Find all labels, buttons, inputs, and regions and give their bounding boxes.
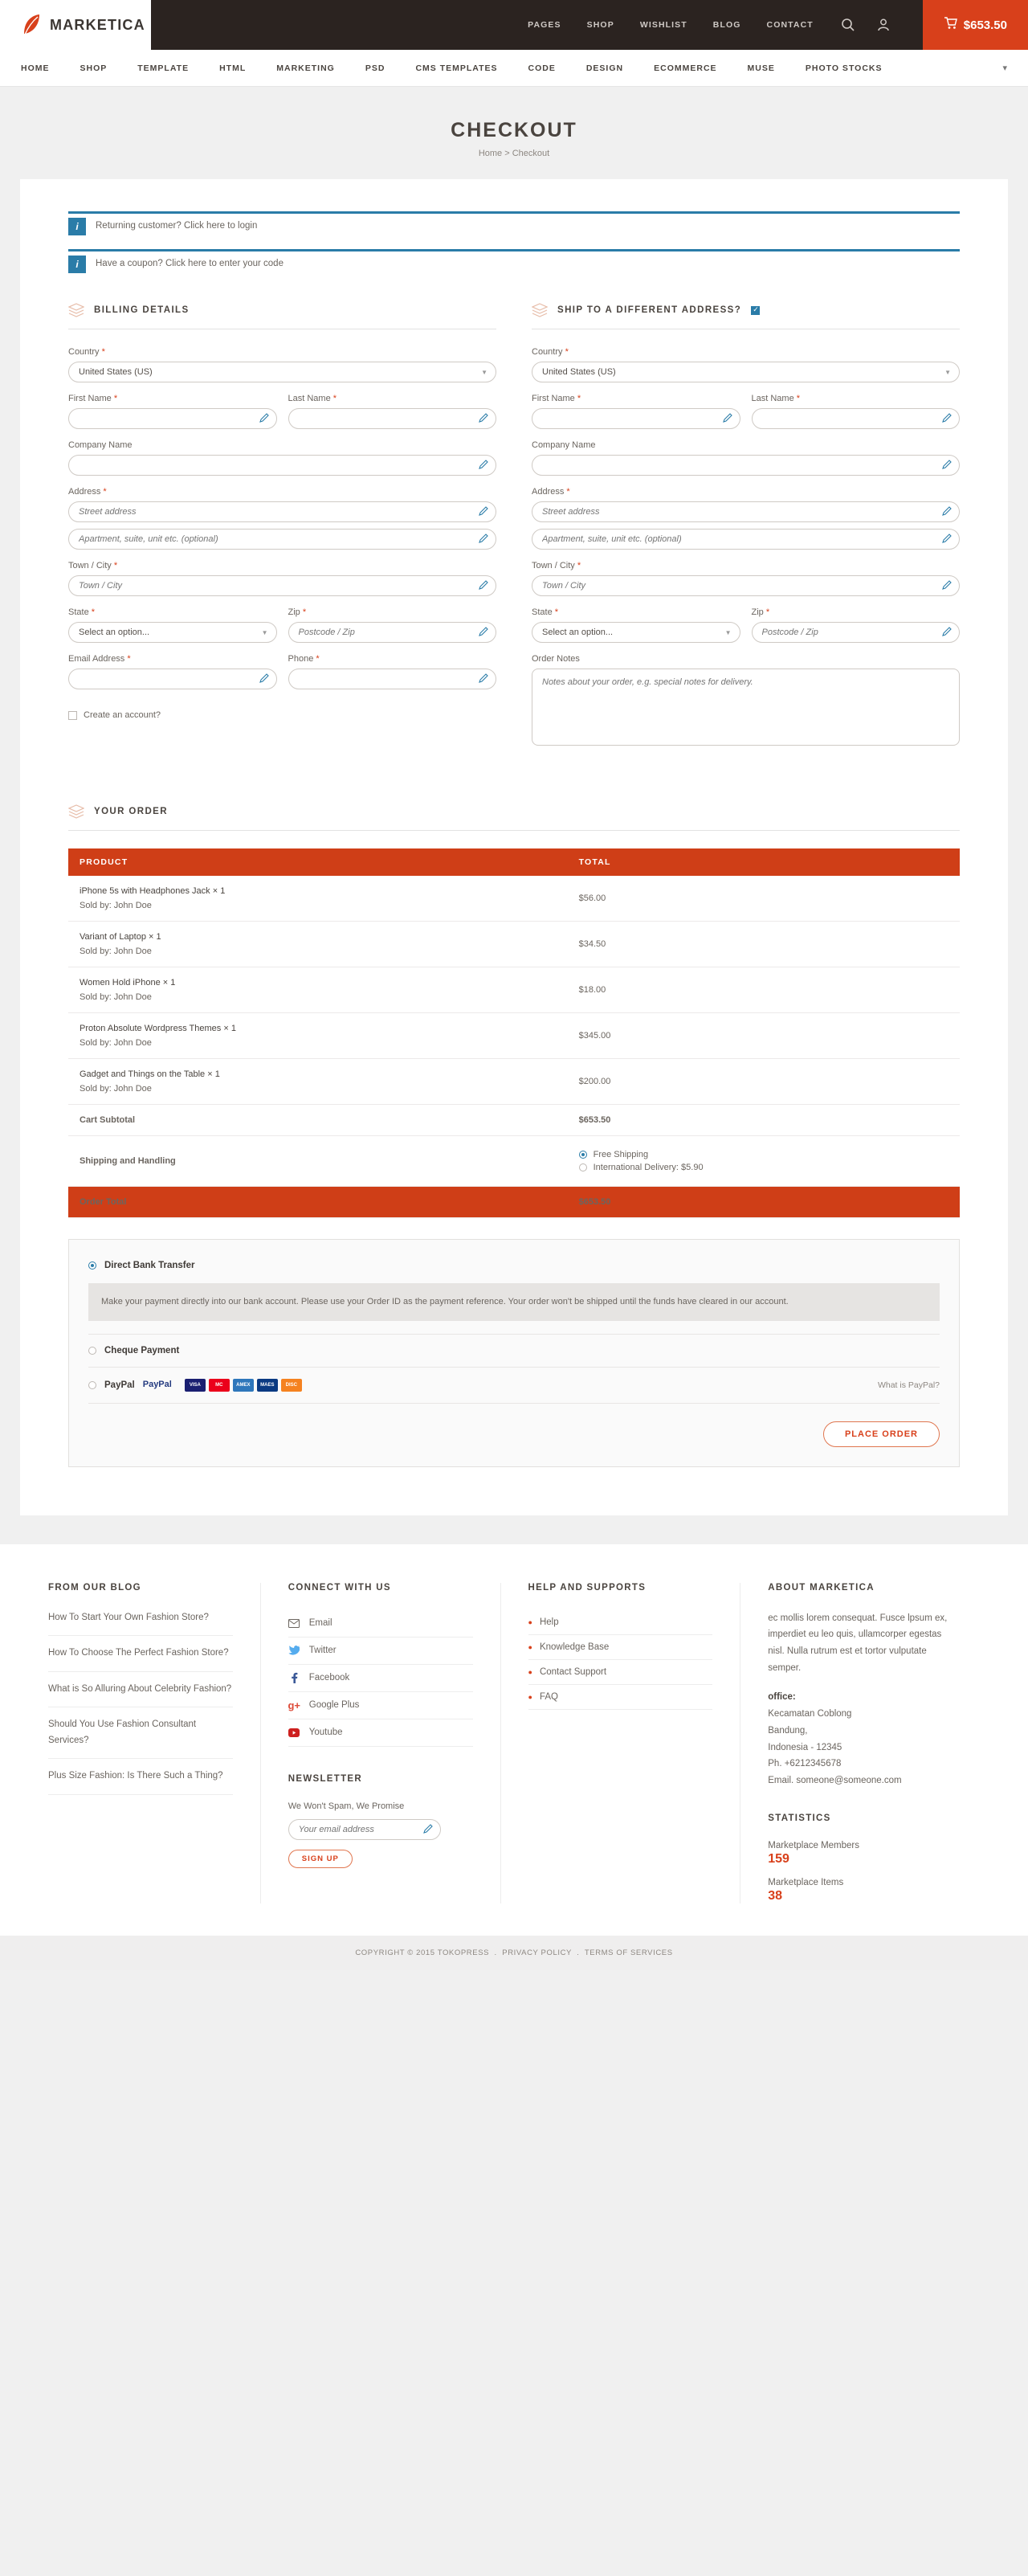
bank-transfer-description: Make your payment directly into our bank account. Please use your Order ID as the payment reference. Your order won't be shipped until the funds have cleared in our account. [88,1283,940,1321]
order-item-seller: Sold by: John Doe [80,947,152,956]
shipping-city-input[interactable] [532,575,960,596]
shipping-zip-field [752,607,961,643]
billing-company-field [68,440,496,476]
col-product: PRODUCT [68,848,568,876]
footer-help-column [500,1583,740,1903]
billing-address-label: Address * [68,487,107,497]
top-nav-wishlist[interactable]: WISHLIST [639,20,687,30]
order-item-seller: Sold by: John Doe [80,992,152,1002]
discover-card-icon: DISC [281,1379,302,1392]
order-item-name: Proton Absolute Wordpress Themes × 1 [80,1024,236,1033]
footer-blog-column [48,1583,260,1903]
paypal-radio[interactable] [88,1381,96,1389]
billing-email-label: Email Address * [68,654,131,664]
billing-address-field [68,487,496,550]
office-line: Ph. +6212345678 [768,1759,842,1769]
maestro-card-icon: MAES [257,1379,278,1392]
billing-zip-field [288,607,497,643]
order-notes-textarea[interactable] [532,669,960,746]
billing-last-name-field [288,394,497,429]
breadcrumb: Home > Checkout [478,149,550,158]
shipping-first-name-input[interactable] [532,408,740,429]
billing-city-input[interactable] [68,575,496,596]
international-delivery-label: International Delivery: $5.90 [593,1163,704,1172]
footer-about-title: ABOUT MARKETICA [768,1582,875,1593]
list-item[interactable]: Should You Use Fashion Consultant Services? [48,1717,233,1759]
free-shipping-radio[interactable] [579,1151,587,1159]
shipping-state-field [532,607,740,643]
table-row [68,967,960,1013]
shipping-zip-label: Zip * [751,607,770,617]
col-total: TOTAL [568,848,960,876]
help-link-faq[interactable] [528,1685,713,1710]
info-icon: i [68,256,86,273]
cart-subtotal-row [68,1105,960,1136]
social-email-label: Email [308,1618,332,1629]
mastercard-icon: MC [209,1379,230,1392]
footer-connect-column [260,1583,500,1903]
shipping-column [532,303,960,759]
google-plus-icon: g+ [288,1699,301,1711]
stat-value-items: 38 [768,1888,783,1903]
nav-ecommerce[interactable]: ECOMMERCE [654,63,717,73]
billing-address1-input[interactable] [68,501,496,522]
shipping-first-name-label: First Name * [532,394,581,403]
top-icon-group [839,16,907,34]
card-logos [185,1379,302,1392]
list-item[interactable]: What is So Alluring About Celebrity Fashion? [48,1682,233,1708]
billing-country-field [68,347,496,382]
shipping-country-select[interactable] [532,362,960,382]
login-notice-text[interactable]: Returning customer? Click here to login [96,221,258,231]
billing-last-name-label: Last Name * [288,394,337,403]
order-table-header [68,848,960,876]
coupon-notice-text[interactable]: Have a coupon? Click here to enter your code [96,259,284,268]
logo[interactable] [0,0,151,50]
payment-paypal-row[interactable] [88,1368,940,1403]
table-row [68,876,960,922]
statistics-title: STATISTICS [768,1813,831,1823]
order-item-name-cell [68,967,568,1013]
top-nav-contact[interactable]: CONTACT [766,20,814,30]
copyright-bar: COPYRIGHT © 2015 TOKOPRESS . PRIVACY POLICY . TERMS OF SERVICES [0,1936,1028,1970]
top-nav-pages[interactable]: PAGES [528,20,561,30]
shipping-last-name-input[interactable] [752,408,961,429]
billing-zip-input[interactable] [288,622,497,643]
table-row [68,1059,960,1105]
place-order-button[interactable]: PLACE ORDER [823,1421,940,1447]
nav-design[interactable]: DESIGN [585,63,624,73]
stat-value-members: 159 [768,1851,789,1866]
help-link-label: Help [539,1617,559,1627]
social-google-plus[interactable] [288,1692,473,1719]
ship-different-checkbox[interactable] [751,306,760,315]
shipping-handling-row [68,1136,960,1187]
facebook-icon [288,1672,300,1684]
user-account-icon[interactable] [875,16,892,34]
cart-subtotal-label: Cart Subtotal [68,1105,568,1136]
cart-button[interactable] [923,0,1028,50]
about-text: ec mollis lorem consequat. Fusce lpsum ex, imperdiet eu leo quis, ullamcorper egestas nisl. Nulla rutrum est et tortor vulputate semper. [768,1613,948,1673]
billing-state-select[interactable] [68,622,277,643]
billing-state-label: State * [68,607,96,617]
office-line: Email. someone@someone.com [768,1775,902,1785]
order-item-name: Women Hold iPhone × 1 [80,978,176,987]
checkout-card [20,179,1008,1515]
nav-home[interactable]: HOME [21,63,50,73]
shipping-state-label: State * [532,607,559,617]
nav-marketing[interactable]: MARKETING [276,63,335,73]
billing-country-select[interactable] [68,362,496,382]
list-item[interactable]: How To Start Your Own Fashion Store? [48,1610,233,1637]
shipping-zip-input[interactable] [752,622,961,643]
shipping-company-input[interactable] [532,455,960,476]
order-item-name: Gadget and Things on the Table × 1 [80,1069,220,1079]
billing-zip-label: Zip * [288,607,307,617]
order-item-seller: Sold by: John Doe [80,1084,152,1094]
billing-country-label: Country * [68,347,105,357]
footer-help-title: HELP AND SUPPORTS [528,1582,647,1593]
bullet-icon: ● [528,1692,532,1701]
help-link-help[interactable] [528,1610,713,1635]
nav-code[interactable]: CODE [528,63,556,73]
billing-city-label: Town / City * [68,561,118,570]
cart-subtotal-value: $653.50 [568,1105,960,1136]
top-nav-blog[interactable]: BLOG [712,20,741,30]
nav-shop[interactable]: SHOP [80,63,108,73]
chevron-down-icon: ▼ [724,629,732,636]
paypal-logo-icon: PayPal [142,1380,172,1390]
shipping-option-free[interactable] [579,1150,948,1159]
billing-company-label: Company Name [68,440,133,450]
nav-psd[interactable]: PSD [365,63,386,73]
payment-bank-row[interactable] [88,1256,940,1275]
table-row [68,1013,960,1059]
bank-transfer-label: Direct Bank Transfer [104,1261,195,1270]
shipping-address2-input[interactable] [532,529,960,550]
newsletter-note: We Won't Spam, We Promise [288,1801,405,1811]
order-title: YOUR ORDER [94,807,168,816]
shipping-title: SHIP TO A DIFFERENT ADDRESS? [557,305,742,315]
create-account-checkbox[interactable] [68,711,77,720]
billing-phone-input[interactable] [288,669,497,689]
newsletter-email-input[interactable] [288,1819,441,1840]
international-delivery-radio[interactable] [579,1163,587,1171]
help-link-contact-support[interactable] [528,1660,713,1685]
order-notes-label: Order Notes [532,654,580,664]
social-google-plus-label: Google Plus [308,1700,360,1711]
nav-photo-stocks[interactable]: PHOTO STOCKS [805,63,883,73]
email-icon [288,1617,300,1629]
billing-first-name-label: First Name * [68,394,118,403]
billing-last-name-input[interactable] [288,408,497,429]
twitter-icon [288,1645,300,1657]
billing-address2-input[interactable] [68,529,496,550]
shipping-address1-input[interactable] [532,501,960,522]
order-item-total: $18.00 [568,967,960,1013]
order-table [68,848,960,1218]
social-facebook-label: Facebook [308,1673,350,1683]
chevron-down-icon: ▼ [481,369,487,376]
billing-column [68,303,496,759]
search-icon[interactable] [839,16,857,34]
billing-first-name-field [68,394,277,429]
login-notice[interactable] [68,211,960,238]
order-total-row [68,1187,960,1218]
office-line: Indonesia - 12345 [768,1742,842,1752]
info-icon: i [68,218,86,235]
order-item-name: iPhone 5s with Headphones Jack × 1 [80,886,226,896]
brand-name: MARKETICA [50,16,145,33]
cart-icon [944,17,957,33]
payment-cheque-row[interactable] [88,1335,940,1367]
billing-state-field [68,607,277,643]
nav-cms-templates[interactable]: CMS TEMPLATES [415,63,498,73]
create-account-row[interactable] [68,710,496,720]
stack-icon [532,303,548,317]
billing-title: BILLING DETAILS [94,305,190,315]
social-twitter[interactable] [288,1638,473,1665]
billing-city-field [68,561,496,596]
amex-card-icon: AMEX [233,1379,254,1392]
nav-template[interactable]: TEMPLATE [137,63,190,73]
order-total-label: Order Total [68,1187,568,1218]
order-item-total: $200.00 [568,1059,960,1105]
shipping-country-label: Country * [532,347,569,357]
paypal-label: PayPal [104,1380,135,1390]
order-item-name-cell [68,922,568,967]
order-item-name: Variant of Laptop × 1 [80,932,161,942]
leaf-logo-icon [21,13,42,37]
billing-company-input[interactable] [68,455,496,476]
billing-phone-label: Phone * [288,654,320,664]
top-nav-shop[interactable]: SHOP [586,20,614,30]
office-line: Kecamatan Coblong [768,1709,852,1719]
table-row [68,922,960,967]
bullet-icon: ● [528,1642,532,1651]
shipping-company-label: Company Name [532,440,596,450]
order-notes-field [532,654,960,748]
create-account-label: Create an account? [84,710,161,720]
terms-of-services-link[interactable]: TERMS OF SERVICES [584,1948,673,1957]
shipping-section-title [532,303,960,329]
billing-email-input[interactable] [68,669,277,689]
footer-connect-title: CONNECT WITH US [288,1582,391,1593]
shipping-country-field [532,347,960,382]
billing-first-name-input[interactable] [68,408,277,429]
cheque-payment-label: Cheque Payment [104,1345,180,1355]
nav-html[interactable]: HTML [219,63,247,73]
cart-total: $653.50 [963,18,1007,32]
order-item-name-cell [68,1059,568,1105]
cheque-payment-radio[interactable] [88,1347,96,1355]
chevron-down-icon: ▼ [261,629,268,636]
shipping-state-select[interactable] [532,622,740,643]
stat-label-members: Marketplace Members [768,1840,860,1850]
newsletter-signup-button[interactable]: SIGN UP [288,1850,353,1868]
address-columns [68,303,960,759]
top-bar [0,0,1028,50]
shipping-last-name-label: Last Name * [751,394,801,403]
billing-email-field [68,654,277,689]
free-shipping-label: Free Shipping [593,1150,649,1159]
place-order-row [88,1404,940,1466]
bullet-icon: ● [528,1617,532,1626]
order-item-total: $34.50 [568,922,960,967]
main-nav [0,50,1028,87]
visa-card-icon: VISA [185,1379,206,1392]
shipping-first-name-field [532,394,740,429]
shipping-city-label: Town / City * [532,561,581,570]
your-order-section [68,804,960,1467]
shipping-last-name-field [752,394,961,429]
shipping-address-label: Address * [532,487,570,497]
order-item-name-cell [68,876,568,922]
stack-icon [68,804,84,819]
payment-methods [68,1239,960,1467]
shipping-option-international[interactable] [579,1163,948,1172]
office-label: office: [768,1692,796,1703]
order-item-total: $56.00 [568,876,960,922]
order-item-total: $345.00 [568,1013,960,1059]
footer [0,1544,1028,1936]
page-header [0,87,1028,179]
shipping-handling-label: Shipping and Handling [68,1136,568,1187]
office-line: Bandung, [768,1725,808,1736]
what-is-paypal-link[interactable]: What is PayPal? [877,1380,940,1390]
footer-blog-title: FROM OUR BLOG [48,1582,141,1593]
help-link-label: FAQ [539,1691,558,1702]
social-youtube[interactable] [288,1719,473,1747]
footer-about-column [740,1583,980,1903]
social-facebook[interactable] [288,1665,473,1692]
shipping-company-field [532,440,960,476]
top-nav [151,0,923,50]
stat-label-items: Marketplace Items [768,1877,844,1887]
order-item-seller: Sold by: John Doe [80,901,152,910]
order-item-name-cell [68,1013,568,1059]
help-link-label: Knowledge Base [539,1642,610,1652]
newsletter-title: NEWSLETTER [288,1773,362,1784]
list-item[interactable]: How To Choose The Perfect Fashion Store? [48,1646,233,1672]
social-email[interactable] [288,1610,473,1638]
nav-muse[interactable]: MUSE [747,63,775,73]
order-item-seller: Sold by: John Doe [80,1038,152,1048]
help-link-knowledge-base[interactable] [528,1635,713,1660]
page-title: CHECKOUT [451,119,577,141]
coupon-notice[interactable] [68,249,960,276]
stack-icon [68,303,84,317]
bullet-icon: ● [528,1667,532,1676]
social-twitter-label: Twitter [308,1646,337,1656]
shipping-city-field [532,561,960,596]
order-section-title [68,804,960,831]
chevron-down-icon: ▼ [944,369,951,376]
shipping-options [568,1136,960,1187]
shipping-address-field [532,487,960,550]
social-youtube-label: Youtube [308,1728,343,1738]
billing-phone-field [288,654,497,689]
bank-transfer-radio[interactable] [88,1261,96,1270]
privacy-policy-link[interactable]: PRIVACY POLICY [502,1948,572,1957]
order-total-value: $653.50 [568,1187,960,1218]
chevron-down-icon[interactable]: ▾ [1002,63,1007,73]
copyright-text: COPYRIGHT © 2015 TOKOPRESS [355,1948,490,1957]
billing-section-title [68,303,496,329]
list-item[interactable]: Plus Size Fashion: Is There Such a Thing? [48,1768,233,1795]
youtube-icon [288,1727,300,1739]
help-link-label: Contact Support [539,1666,607,1677]
